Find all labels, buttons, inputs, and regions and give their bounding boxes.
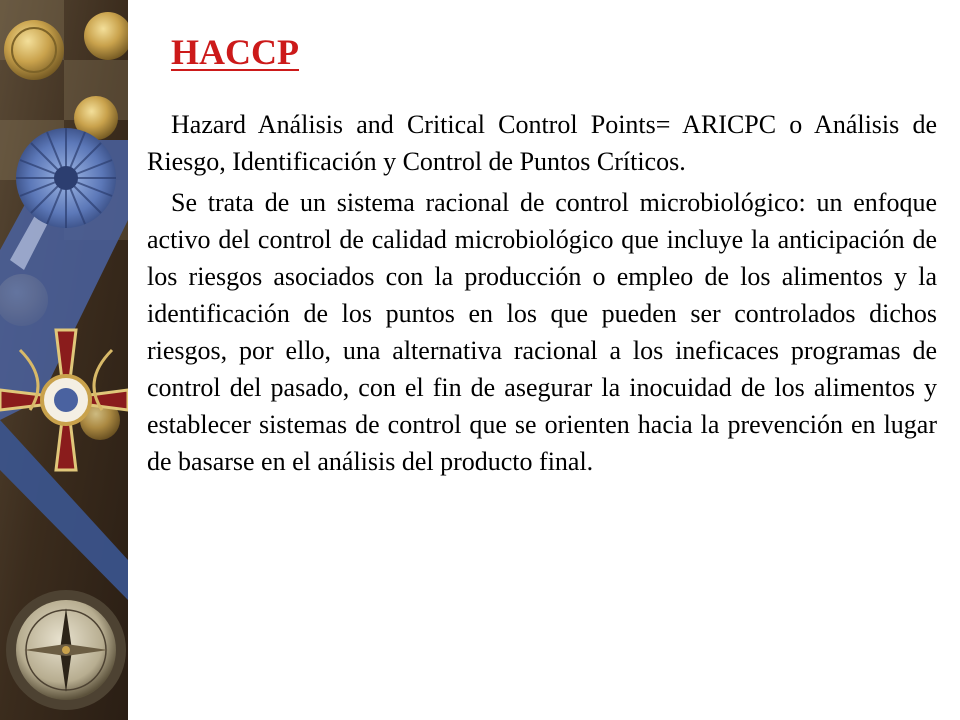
compass-icon [6,590,126,710]
decorative-side-image [0,0,128,720]
paragraph-definition: Hazard Análisis and Critical Control Points= ARICPC o Análisis de Riesgo, Identificación y Control de Puntos Críticos. [147,110,937,176]
slide-content [147,0,937,720]
slide-title: HACCP [171,32,299,72]
blue-rosette-icon [16,128,116,228]
paragraph-description: Se trata de un sistema racional de control microbiológico: un enfoque activo del control de calidad microbiológico que incluye la anticipación de los riesgos asociados con la producción o empleo de los alimentos y la identificación de los puntos en los que pueden ser controlados dichos riesgos, por ello, una alternativa racional a los ineficaces programas de control del pasado, con el fin de asegurar la inocuidad de los alimentos y establecer sistemas de control que se orienten hacia la prevención en lugar de basarse en el análisis del producto final. [147,188,937,476]
slide-body [147,106,937,480]
